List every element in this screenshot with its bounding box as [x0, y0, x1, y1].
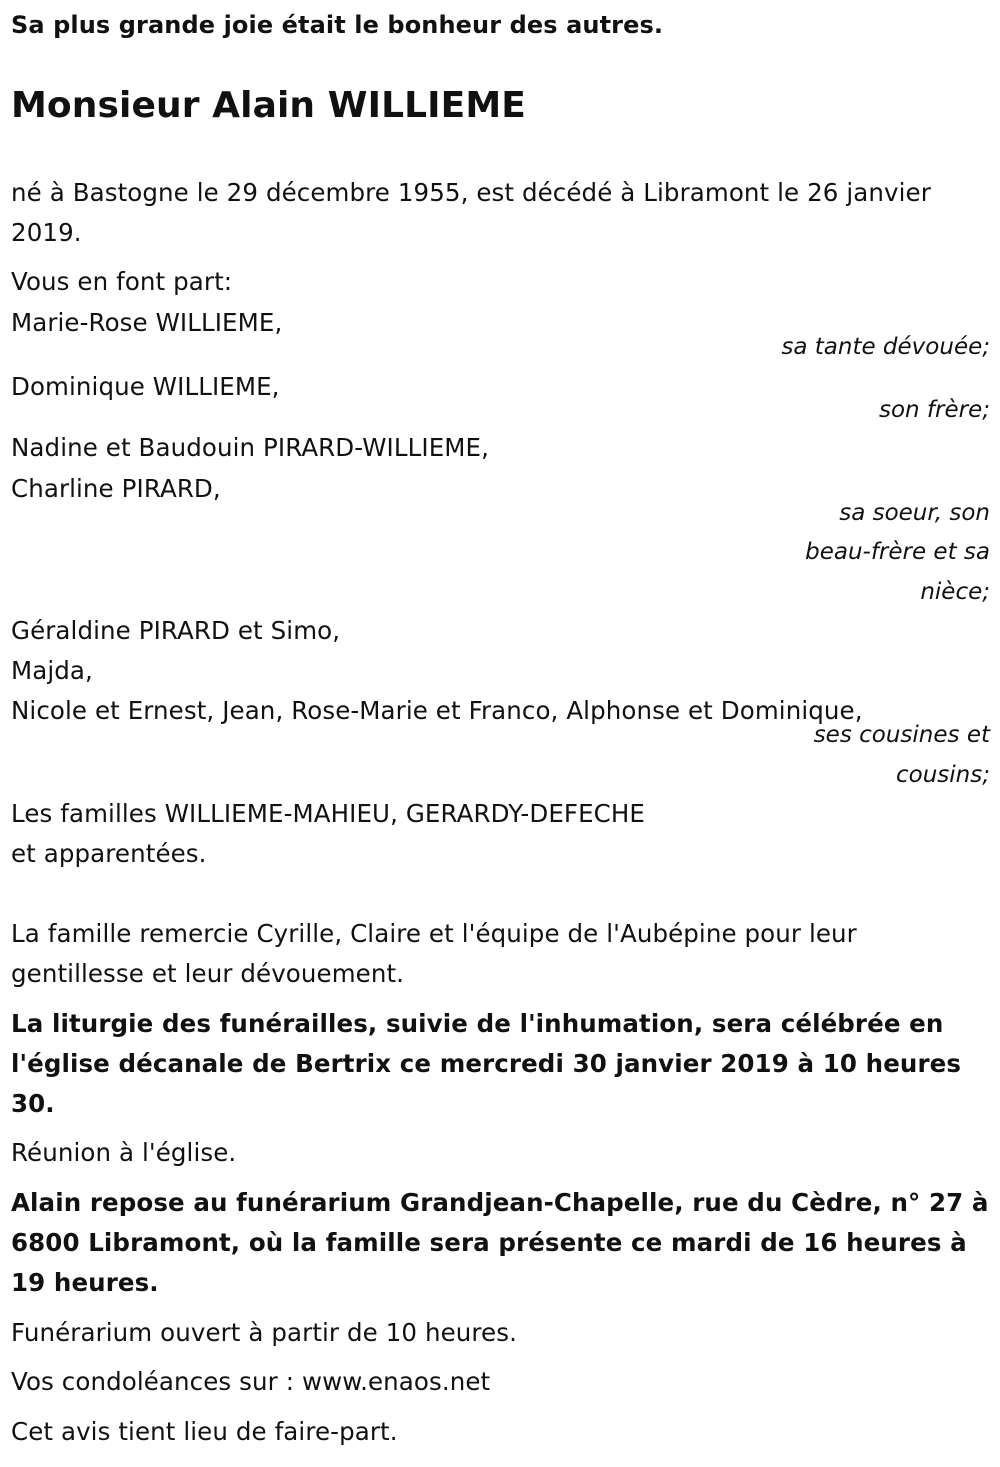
family-aunt-name: Marie-Rose WILLIEME,: [11, 308, 283, 337]
funeral-home-line-3: 19 heures.: [11, 1268, 159, 1297]
thanks-line-2: gentillesse et leur dévouement.: [11, 959, 405, 988]
thanks-line-1: La famille remercie Cyrille, Claire et l'équipe de l'Aubépine pour leur: [11, 919, 857, 948]
family-brother-relation: son frère;: [878, 397, 990, 423]
family-sister-name-2: Charline PIRARD,: [11, 474, 221, 503]
family-cousins-name-1: Géraldine PIRARD et Simo,: [11, 616, 341, 645]
family-cousins-name-3: Nicole et Ernest, Jean, Rose-Marie et Franco, Alphonse et Dominique,: [11, 696, 863, 725]
birth-death-line-1: né à Bastogne le 29 décembre 1955, est décédé à Libramont le 26 janvier: [11, 178, 931, 207]
family-sister-name-1: Nadine et Baudouin PIRARD-WILLIEME,: [11, 433, 489, 462]
condolences-line: Vos condoléances sur : www.enaos.net: [11, 1367, 491, 1396]
motto: Sa plus grande joie était le bonheur des autres.: [11, 11, 664, 39]
family-cousins-relation-2: cousins;: [896, 762, 990, 788]
birth-death-line-2: 2019.: [11, 218, 82, 247]
families-line-2: et apparentées.: [11, 839, 207, 868]
funeral-home-line-2: 6800 Libramont, où la famille sera présente ce mardi de 16 heures à: [11, 1228, 967, 1257]
family-cousins-name-2: Majda,: [11, 656, 93, 685]
family-brother-name: Dominique WILLIEME,: [11, 372, 280, 401]
liturgy-line-2: l'église décanale de Bertrix ce mercredi 30 janvier 2019 à 10 heures: [11, 1049, 962, 1078]
announce-intro: Vous en font part:: [11, 267, 233, 296]
liturgy-line-3: 30.: [11, 1089, 55, 1118]
opening-hours: Funérarium ouvert à partir de 10 heures.: [11, 1318, 517, 1347]
notice-line: Cet avis tient lieu de faire-part.: [11, 1417, 398, 1446]
deceased-name: Monsieur Alain WILLIEME: [11, 85, 526, 126]
liturgy-line-1: La liturgie des funérailles, suivie de l'inhumation, sera célébrée en: [11, 1009, 944, 1038]
funeral-home-line-1: Alain repose au funérarium Grandjean-Chapelle, rue du Cèdre, n° 27 à: [11, 1188, 989, 1217]
meeting-info: Réunion à l'église.: [11, 1138, 237, 1167]
families-line-1: Les familles WILLIEME-MAHIEU, GERARDY-DEFECHE: [11, 799, 645, 828]
family-aunt-relation: sa tante dévouée;: [781, 334, 990, 360]
family-sister-relation-3: nièce;: [920, 579, 990, 605]
family-sister-relation-2: beau-frère et sa: [805, 539, 990, 565]
family-sister-relation-1: sa soeur, son: [839, 500, 990, 526]
family-cousins-relation-1: ses cousines et: [813, 722, 990, 748]
